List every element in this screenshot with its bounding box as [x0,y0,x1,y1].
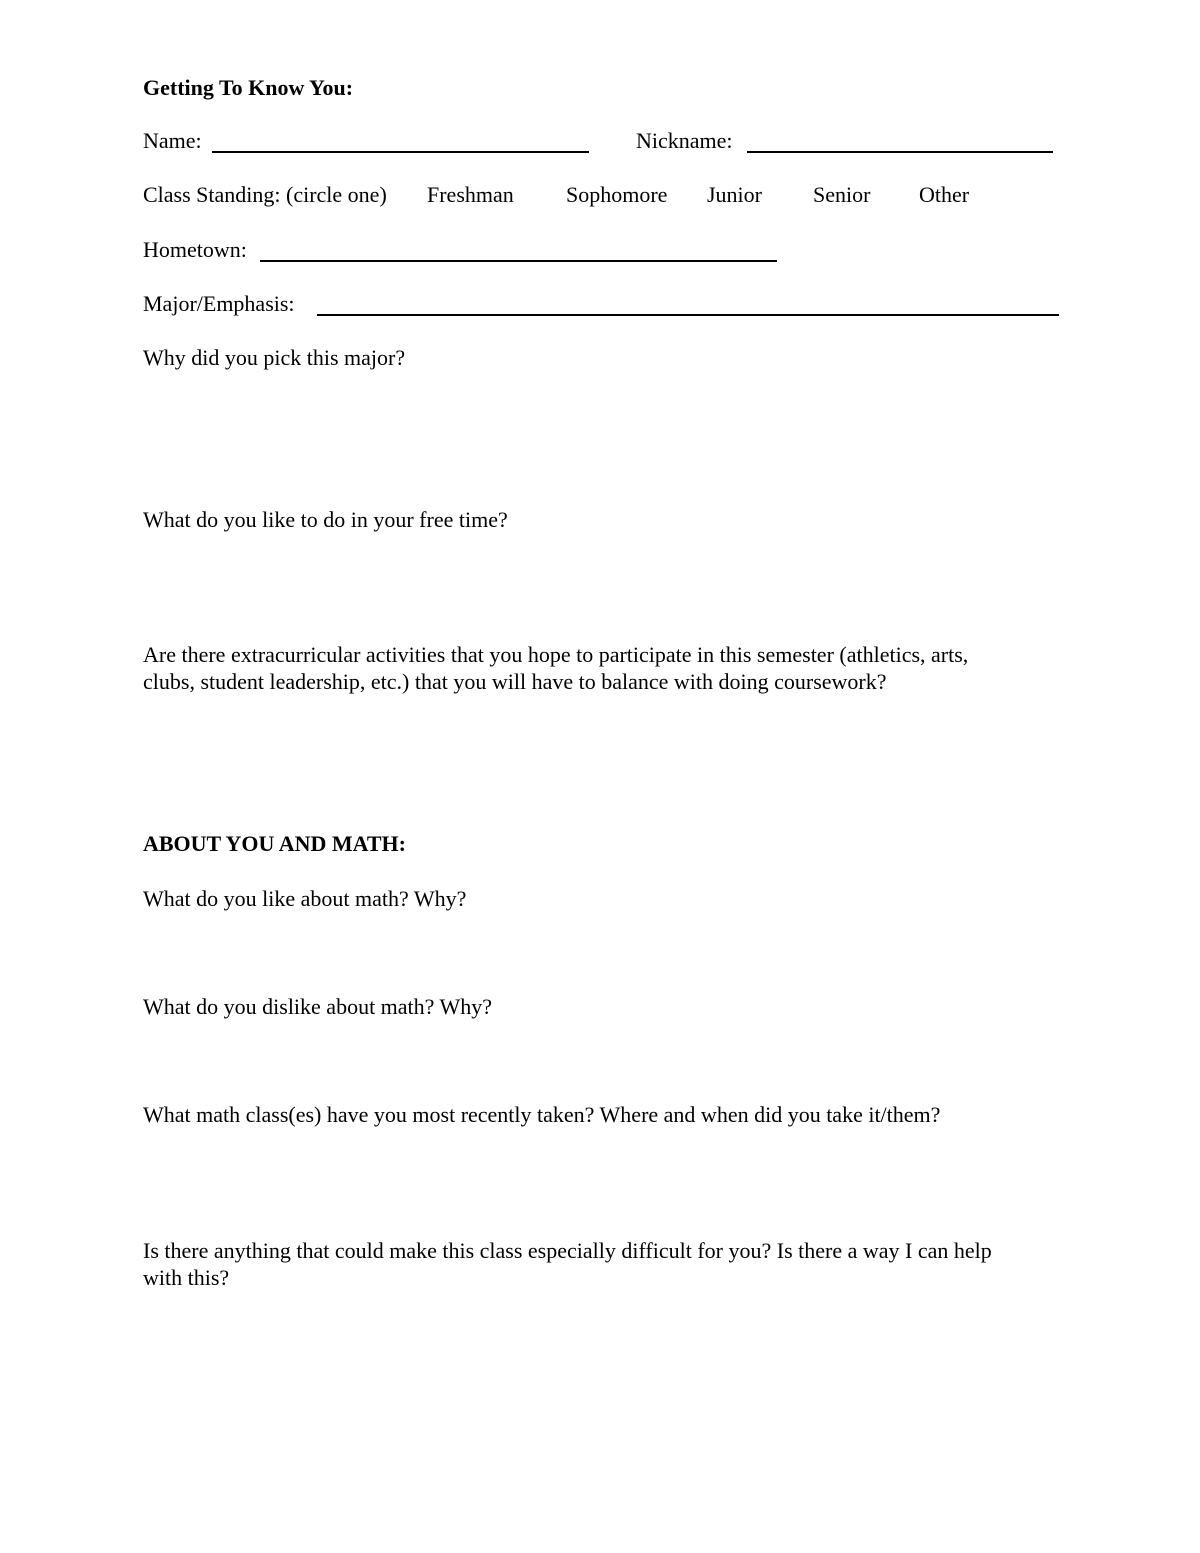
name-blank-line[interactable] [212,151,589,153]
question-free-time: What do you like to do in your free time? [143,507,508,532]
hometown-label: Hometown: [143,237,247,262]
section-heading-getting-to-know-you: Getting To Know You: [143,75,354,100]
nickname-blank-line[interactable] [747,151,1053,153]
class-option-junior[interactable]: Junior [707,182,762,207]
class-option-senior[interactable]: Senior [813,182,871,207]
class-option-freshman[interactable]: Freshman [427,182,514,207]
question-extracurricular-line-1: Are there extracurricular activities that you hope to participate in this semester (athletics, arts, [143,642,969,667]
name-label: Name: [143,128,202,153]
major-blank-line[interactable] [317,314,1059,316]
class-option-other[interactable]: Other [919,182,970,207]
nickname-label: Nickname: [636,128,733,153]
question-like-math: What do you like about math? Why? [143,886,467,911]
question-recent-math-classes: What math class(es) have you most recently taken? Where and when did you take it/them? [143,1102,941,1127]
hometown-blank-line[interactable] [260,260,777,262]
question-difficulty-line-2: with this? [143,1265,230,1290]
class-option-sophomore[interactable]: Sophomore [566,182,668,207]
question-why-major: Why did you pick this major? [143,345,406,370]
major-label: Major/Emphasis: [143,291,295,316]
question-extracurricular-line-2: clubs, student leadership, etc.) that you will have to balance with doing coursework? [143,669,887,694]
question-dislike-math: What do you dislike about math? Why? [143,994,493,1019]
class-standing-label: Class Standing: (circle one) [143,182,387,207]
question-difficulty-line-1: Is there anything that could make this class especially difficult for you? Is there a way I can help [143,1238,992,1263]
section-heading-about-you-and-math: ABOUT YOU AND MATH: [143,831,406,856]
